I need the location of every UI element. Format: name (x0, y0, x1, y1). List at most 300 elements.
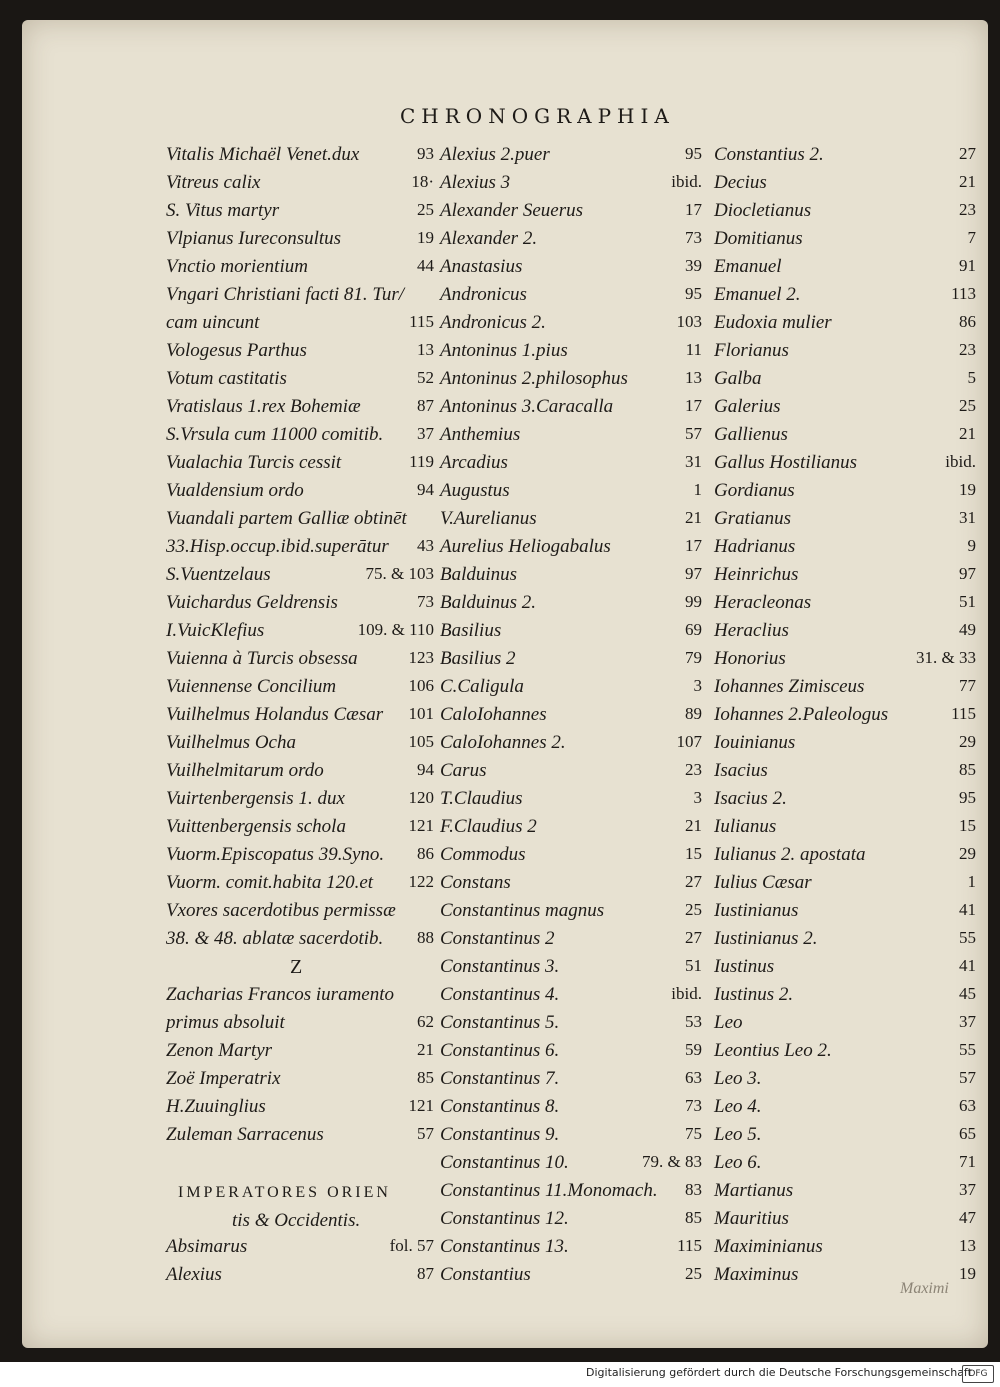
entry-name: Constantinus 12. (440, 1208, 569, 1229)
entry-name: Alexander Seuerus (440, 200, 583, 221)
index-entry (440, 172, 702, 198)
entry-name: Galba (714, 368, 762, 389)
entry-page-number: 52 (417, 368, 434, 387)
index-entry (440, 676, 702, 702)
index-entry (714, 676, 976, 702)
entry-page-number: 59 (685, 1040, 702, 1059)
entry-name: Constantinus 6. (440, 1040, 560, 1061)
entry-name: Iulianus (714, 816, 777, 837)
index-entry (440, 648, 702, 674)
index-entry (440, 760, 702, 786)
entry-page-number: 86 (417, 844, 434, 863)
entry-name: Constantinus 3. (440, 956, 560, 977)
entry-name: Iohannes 2.Paleologus (714, 704, 889, 725)
entry-page-number: 62 (417, 1012, 434, 1031)
entry-name: Carus (440, 760, 487, 781)
index-entry (166, 984, 434, 1010)
index-entry (714, 452, 976, 478)
index-entry (440, 1152, 702, 1178)
entry-name: Constantinus 13. (440, 1236, 569, 1257)
entry-page-number: 44 (417, 256, 434, 275)
entry-page-number: 25 (685, 900, 702, 919)
entry-name: Vuirtenbergensis 1. dux (166, 788, 345, 809)
entry-page-number: 31 (685, 452, 702, 471)
entry-page-number: 21 (685, 508, 702, 527)
index-entry (166, 648, 434, 674)
entry-name: Zacharias Francos iuramento (166, 984, 394, 1005)
index-entry (166, 368, 434, 394)
entry-name: Basilius (440, 620, 502, 641)
entry-page-number: 11 (685, 340, 702, 359)
entry-page-number: fol. 57 (389, 1236, 434, 1255)
entry-name: C.Caligula (440, 676, 524, 697)
entry-name: Vnctio morientium (166, 256, 308, 277)
index-entry (714, 760, 976, 786)
entry-name: Isacius 2. (714, 788, 787, 809)
entry-name: Iustinus 2. (714, 984, 794, 1005)
index-entry (714, 256, 976, 282)
index-entry (714, 1012, 976, 1038)
entry-page-number: 15 (685, 844, 702, 863)
index-entry (166, 844, 434, 870)
entry-name: 38. & 48. ablatæ sacerdotib. (166, 928, 384, 949)
entry-name: Emanuel (714, 256, 782, 277)
entry-page-number: 94 (417, 760, 434, 779)
entry-name: Vlpianus Iureconsultus (166, 228, 342, 249)
entry-name: Leo (714, 1012, 743, 1033)
index-entry (440, 1124, 702, 1150)
entry-page-number: 3 (693, 676, 702, 695)
entry-page-number: 27 (685, 872, 702, 891)
index-entry (714, 424, 976, 450)
entry-name: Vuilhelmitarum ordo (166, 760, 324, 781)
index-entry (714, 900, 976, 926)
entry-page-number: 25 (685, 1264, 702, 1283)
index-entry (440, 424, 702, 450)
index-entry (714, 396, 976, 422)
entry-name: I.VuicKlefius (166, 620, 265, 641)
index-entry (440, 928, 702, 954)
entry-page-number: 85 (959, 760, 976, 779)
entry-page-number: 9 (967, 536, 976, 555)
entry-page-number: 89 (685, 704, 702, 723)
index-entry (166, 284, 434, 310)
entry-name: cam uincunt (166, 312, 260, 333)
entry-page-number: 121 (408, 816, 434, 835)
index-entry (714, 340, 976, 366)
entry-page-number: 41 (959, 900, 976, 919)
index-entry (166, 312, 434, 338)
index-entry (166, 144, 434, 170)
entry-page-number: 31. & 33 (916, 648, 976, 667)
entry-page-number: 29 (959, 732, 976, 751)
entry-name: Constantinus magnus (440, 900, 605, 921)
entry-page-number: 73 (685, 1096, 702, 1115)
entry-name: Alexius 2.puer (440, 144, 550, 165)
entry-name: Vitreus calix (166, 172, 261, 193)
entry-name: Leo 5. (714, 1124, 762, 1145)
index-entry (166, 732, 434, 758)
entry-name: Mauritius (714, 1208, 789, 1229)
entry-name: Antoninus 1.pius (440, 340, 568, 361)
entry-page-number: 95 (685, 284, 702, 303)
index-entry (166, 1264, 434, 1290)
index-entry (166, 1012, 434, 1038)
entry-name: Vratislaus 1.rex Bohemiæ (166, 396, 361, 417)
index-entry (166, 592, 434, 618)
index-entry (166, 620, 434, 646)
entry-name: Vuilhelmus Holandus Cæsar (166, 704, 384, 725)
index-entry (714, 564, 976, 590)
index-entry (714, 704, 976, 730)
entry-name: Domitianus (714, 228, 803, 249)
index-entry (440, 900, 702, 926)
entry-name: Iulianus 2. apostata (714, 844, 866, 865)
entry-name: Constantinus 10. (440, 1152, 569, 1173)
index-entry (440, 452, 702, 478)
entry-page-number: 41 (959, 956, 976, 975)
entry-page-number: 115 (677, 1236, 702, 1255)
entry-name: Decius (714, 172, 767, 193)
entry-page-number: 7 (967, 228, 976, 247)
entry-name: Constantinus 9. (440, 1124, 560, 1145)
index-entry (440, 984, 702, 1010)
index-entry (440, 620, 702, 646)
index-entry (166, 1068, 434, 1094)
entry-name: Andronicus 2. (440, 312, 546, 333)
entry-name: Constantinus 2 (440, 928, 555, 949)
entry-page-number: 109. & 110 (357, 620, 434, 639)
entry-page-number: 79 (685, 648, 702, 667)
entry-name: Iouinianus (714, 732, 796, 753)
entry-page-number: 121 (408, 1096, 434, 1115)
entry-name: Balduinus (440, 564, 518, 585)
index-entry (714, 872, 976, 898)
entry-name: Vuiennense Concilium (166, 676, 337, 697)
entry-name: Anastasius (440, 256, 523, 277)
index-entry (440, 732, 702, 758)
entry-name: Anthemius (440, 424, 521, 445)
index-entry (440, 200, 702, 226)
index-entry (714, 1068, 976, 1094)
footer-credit: Digitalisierung gefördert durch die Deutsche Forschungsgemeinschaft (586, 1366, 972, 1379)
entry-name: Vitalis Michaël Venet.dux (166, 144, 360, 165)
entry-page-number: 87 (417, 1264, 434, 1283)
entry-name: Antoninus 2.philosophus (440, 368, 628, 389)
index-entry (440, 704, 702, 730)
index-entry (440, 592, 702, 618)
entry-name: Constantinus 5. (440, 1012, 560, 1033)
entry-page-number: 106 (408, 676, 434, 695)
entry-page-number: 19 (417, 228, 434, 247)
entry-name: Isacius (714, 760, 768, 781)
entry-name: Alexander 2. (440, 228, 538, 249)
entry-page-number: 23 (685, 760, 702, 779)
index-entry (166, 564, 434, 590)
section-heading-imperatores-cont: tis & Occidentis. (232, 1210, 361, 1231)
entry-name: Vuandali partem Galliæ obtinēt (166, 508, 407, 529)
index-entry (440, 256, 702, 282)
index-entry (714, 592, 976, 618)
index-entry (440, 144, 702, 170)
entry-page-number: 37 (417, 424, 434, 443)
entry-name: CaloIohannes 2. (440, 732, 566, 753)
entry-name: Vualachia Turcis cessit (166, 452, 342, 473)
entry-page-number: 15 (959, 816, 976, 835)
entry-name: 33.Hisp.occup.ibid.superātur (166, 536, 389, 557)
entry-name: Leo 6. (714, 1152, 762, 1173)
entry-page-number: 97 (959, 564, 976, 583)
entry-page-number: 122 (408, 872, 434, 891)
index-entry (714, 284, 976, 310)
entry-page-number: 101 (408, 704, 434, 723)
entry-name: Vuilhelmus Ocha (166, 732, 296, 753)
entry-name: primus absoluit (166, 1012, 285, 1033)
entry-name: Gordianus (714, 480, 795, 501)
entry-name: Balduinus 2. (440, 592, 537, 613)
entry-page-number: 21 (417, 1040, 434, 1059)
entry-page-number: 95 (685, 144, 702, 163)
index-entry (440, 508, 702, 534)
entry-page-number: 93 (417, 144, 434, 163)
entry-page-number: 27 (959, 144, 976, 163)
index-entry (440, 816, 702, 842)
entry-name: Zuleman Sarracenus (166, 1124, 324, 1145)
entry-page-number: ibid. (671, 172, 702, 191)
entry-page-number: 51 (685, 956, 702, 975)
entry-page-number: 83 (685, 1180, 702, 1199)
index-entry (166, 536, 434, 562)
index-entry (714, 172, 976, 198)
entry-name: Vxores sacerdotibus permissæ (166, 900, 396, 921)
index-entry (166, 452, 434, 478)
entry-page-number: 97 (685, 564, 702, 583)
entry-name: Constantinus 7. (440, 1068, 560, 1089)
entry-name: Martianus (714, 1180, 794, 1201)
entry-page-number: 85 (417, 1068, 434, 1087)
entry-name: Vuienna à Turcis obsessa (166, 648, 358, 669)
entry-page-number: 88 (417, 928, 434, 947)
index-entry (166, 256, 434, 282)
index-entry (166, 480, 434, 506)
entry-page-number: 95 (959, 788, 976, 807)
entry-page-number: 103 (676, 312, 702, 331)
letter-heading-z: Z (290, 956, 303, 978)
entry-name: Heraclius (714, 620, 789, 641)
index-entry (714, 144, 976, 170)
entry-page-number: 13 (417, 340, 434, 359)
entry-page-number: 17 (685, 200, 702, 219)
index-entry (440, 228, 702, 254)
entry-name: Florianus (714, 340, 789, 361)
entry-page-number: 31 (959, 508, 976, 527)
entry-page-number: 21 (959, 172, 976, 191)
index-entry (166, 760, 434, 786)
index-entry (440, 312, 702, 338)
entry-page-number: 23 (959, 200, 976, 219)
index-entry (440, 396, 702, 422)
index-entry (440, 340, 702, 366)
entry-page-number: 75 (685, 1124, 702, 1143)
index-entry (166, 1096, 434, 1122)
entry-page-number: 37 (959, 1012, 976, 1031)
index-entry (714, 1180, 976, 1206)
index-entry (166, 704, 434, 730)
entry-name: Constans (440, 872, 511, 893)
entry-name: Gratianus (714, 508, 792, 529)
entry-page-number: 51 (959, 592, 976, 611)
index-entry (714, 984, 976, 1010)
index-entry (714, 200, 976, 226)
entry-name: V.Aurelianus (440, 508, 537, 529)
entry-name: Vualdensium ordo (166, 480, 304, 501)
index-entry (714, 228, 976, 254)
index-entry (440, 1040, 702, 1066)
entry-page-number: 23 (959, 340, 976, 359)
entry-name: Emanuel 2. (714, 284, 801, 305)
index-entry (166, 816, 434, 842)
entry-page-number: 19 (959, 1264, 976, 1283)
entry-page-number: 115 (409, 312, 434, 331)
entry-name: Constantinus 11.Monomach. (440, 1180, 658, 1201)
entry-name: Vuorm.Episcopatus 39.Syno. (166, 844, 385, 865)
entry-name: Constantinus 8. (440, 1096, 560, 1117)
index-entry (714, 928, 976, 954)
index-entry (166, 228, 434, 254)
index-entry (440, 1208, 702, 1234)
entry-name: Eudoxia mulier (714, 312, 832, 333)
index-entry (166, 676, 434, 702)
index-entry (440, 956, 702, 982)
entry-name: Diocletianus (714, 200, 812, 221)
index-entry (714, 788, 976, 814)
entry-name: CaloIohannes (440, 704, 547, 725)
index-entry (166, 928, 434, 954)
entry-page-number: 17 (685, 536, 702, 555)
index-entry (440, 564, 702, 590)
index-entry (166, 340, 434, 366)
footer-bar (0, 1362, 1000, 1387)
entry-page-number: 73 (417, 592, 434, 611)
index-entry (440, 536, 702, 562)
entry-page-number: 25 (959, 396, 976, 415)
entry-page-number: ibid. (671, 984, 702, 1003)
entry-name: Heracleonas (714, 592, 812, 613)
entry-name: Iustinianus 2. (714, 928, 818, 949)
entry-page-number: 65 (959, 1124, 976, 1143)
entry-page-number: 19 (959, 480, 976, 499)
index-entry (440, 284, 702, 310)
index-entry (714, 648, 976, 674)
entry-name: Maximinianus (714, 1236, 823, 1257)
entry-name: Constantius (440, 1264, 531, 1285)
index-entry (166, 172, 434, 198)
index-entry (440, 788, 702, 814)
entry-page-number: 77 (959, 676, 976, 695)
index-entry (166, 900, 434, 926)
index-entry (714, 1096, 976, 1122)
entry-name: Leo 4. (714, 1096, 762, 1117)
index-entry (714, 508, 976, 534)
entry-name: T.Claudius (440, 788, 523, 809)
entry-name: Andronicus (440, 284, 527, 305)
index-entry (714, 1040, 976, 1066)
entry-name: Leo 3. (714, 1068, 762, 1089)
index-entry (166, 200, 434, 226)
entry-name: Absimarus (166, 1236, 248, 1257)
entry-page-number: 75. & 103 (365, 564, 434, 583)
entry-name: Galerius (714, 396, 781, 417)
entry-page-number: 1 (693, 480, 702, 499)
entry-page-number: 113 (951, 284, 976, 303)
entry-name: Leontius Leo 2. (714, 1040, 832, 1061)
entry-name: S.Vrsula cum 11000 comitib. (166, 424, 384, 445)
entry-page-number: 25 (417, 200, 434, 219)
entry-page-number: 57 (685, 424, 702, 443)
entry-page-number: 86 (959, 312, 976, 331)
index-entry (714, 732, 976, 758)
index-entry (714, 816, 976, 842)
entry-page-number: 99 (685, 592, 702, 611)
index-entry (166, 424, 434, 450)
index-entry (166, 788, 434, 814)
entry-page-number: 85 (685, 1208, 702, 1227)
entry-page-number: 29 (959, 844, 976, 863)
index-entry (714, 620, 976, 646)
entry-name: S. Vitus martyr (166, 200, 280, 221)
entry-page-number: 71 (959, 1152, 976, 1171)
index-entry (440, 480, 702, 506)
entry-name: Heinrichus (714, 564, 799, 585)
entry-page-number: 39 (685, 256, 702, 275)
index-entry (166, 1040, 434, 1066)
index-entry (440, 872, 702, 898)
index-entry (166, 1124, 434, 1150)
index-entry (440, 844, 702, 870)
entry-name: Gallienus (714, 424, 788, 445)
index-entry (166, 1236, 434, 1262)
entry-page-number: 17 (685, 396, 702, 415)
index-entry (714, 1124, 976, 1150)
entry-page-number: 105 (408, 732, 434, 751)
entry-name: F.Claudius 2 (440, 816, 537, 837)
entry-name: Honorius (714, 648, 786, 669)
entry-page-number: 73 (685, 228, 702, 247)
entry-name: Votum castitatis (166, 368, 287, 389)
entry-page-number: 63 (685, 1068, 702, 1087)
dfg-logo: DFG (962, 1365, 994, 1383)
entry-page-number: 49 (959, 620, 976, 639)
entry-name: Antoninus 3.Caracalla (440, 396, 614, 417)
entry-page-number: 120 (408, 788, 434, 807)
entry-page-number: 91 (959, 256, 976, 275)
entry-page-number: 47 (959, 1208, 976, 1227)
entry-page-number: 27 (685, 928, 702, 947)
entry-name: Vuichardus Geldrensis (166, 592, 338, 613)
index-entry (440, 1180, 702, 1206)
entry-page-number: 13 (685, 368, 702, 387)
entry-page-number: 18· (411, 172, 434, 191)
index-entry (440, 1068, 702, 1094)
entry-page-number: 79. & 83 (642, 1152, 702, 1171)
index-entry (714, 956, 976, 982)
entry-page-number: 55 (959, 1040, 976, 1059)
entry-page-number: 45 (959, 984, 976, 1003)
index-entry (440, 1012, 702, 1038)
index-entry (714, 844, 976, 870)
entry-name: Vuittenbergensis schola (166, 816, 346, 837)
entry-page-number: 63 (959, 1096, 976, 1115)
